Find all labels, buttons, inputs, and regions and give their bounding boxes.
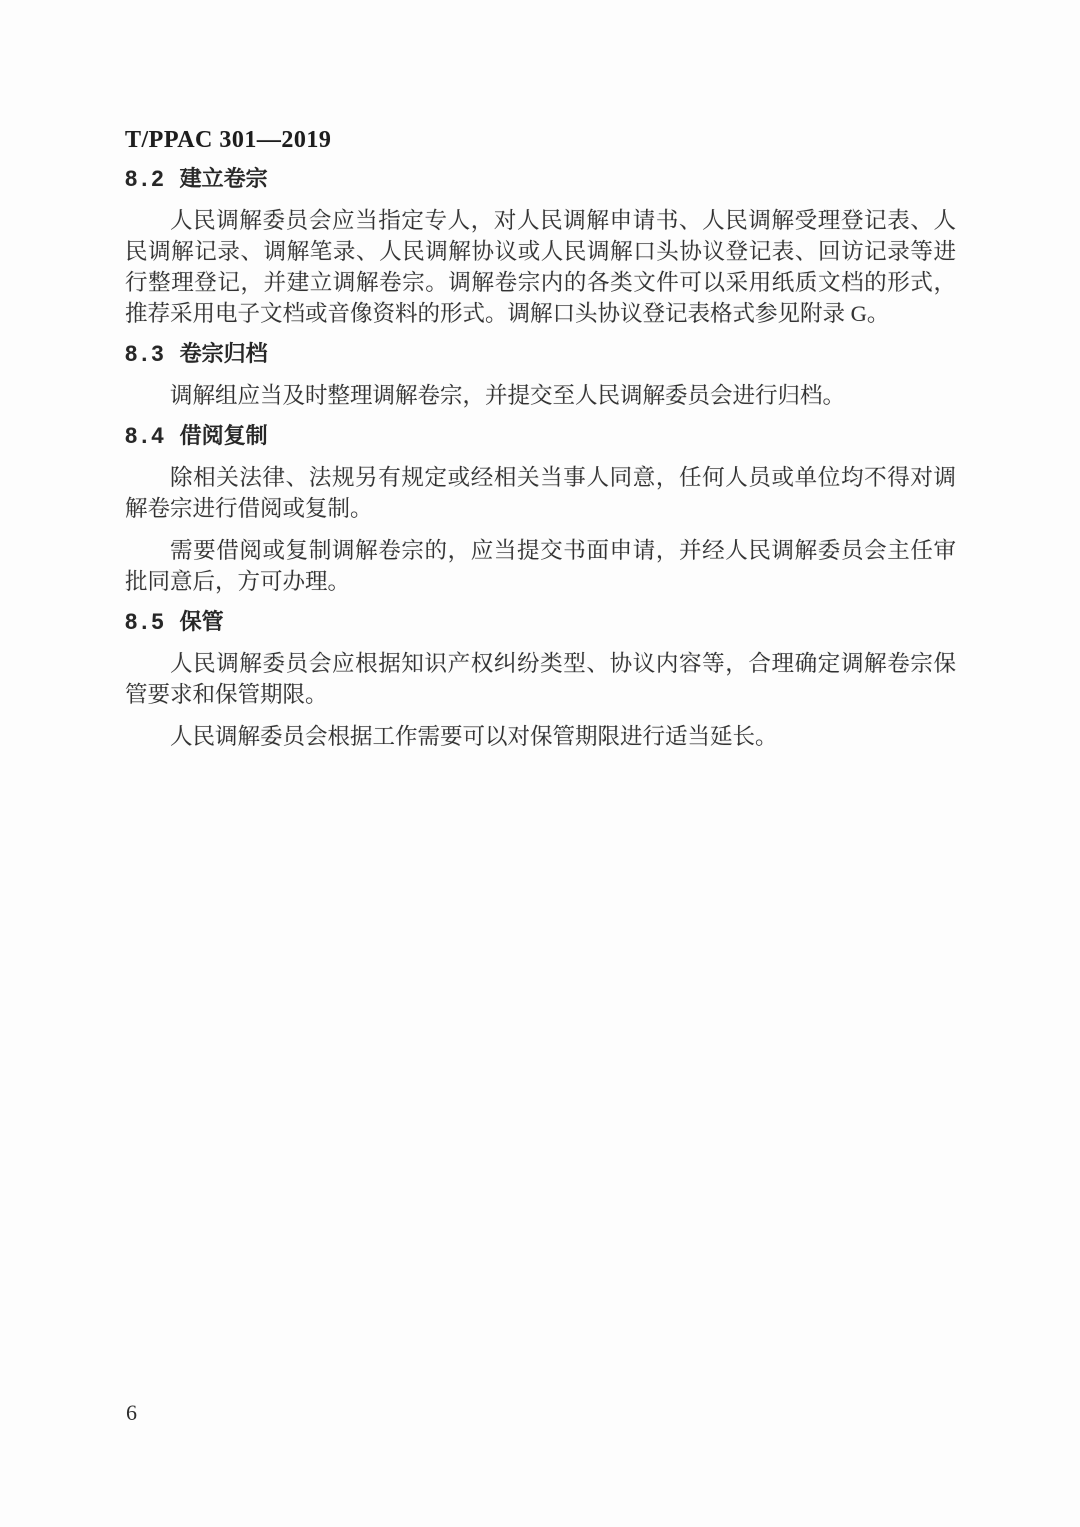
section-heading-8-2 <box>125 166 956 192</box>
section-8-4-paragraph-2: 需要借阅或复制调解卷宗的，应当提交书面申请，并经人民调解委员会主任审批同意后，方可办理。 <box>125 538 956 594</box>
section-8-5-paragraph-2: 人民调解委员会根据工作需要可以对保管期限进行适当延长。 <box>170 724 778 749</box>
section-8-2-paragraph-1: 人民调解委员会应当指定专人，对人民调解申请书、人民调解受理登记表、人民调解记录、调解笔录、人民调解协议或人民调解口头协议登记表、回访记录等进行整理登记，并建立调解卷宗。调解卷宗内的各类文件可以采用纸质文档的形式，推荐采用电子文档或音像资料的形式。调解口头协议登记表格式参见附录 G。 <box>125 208 956 326</box>
standard-code-header: T/PPAC 301—2019 <box>125 127 332 153</box>
section-number: 8.4 <box>125 423 168 448</box>
section-title: 卷宗归档 <box>179 341 268 366</box>
section-heading-8-3 <box>125 341 956 367</box>
page-number: 6 <box>126 1400 137 1425</box>
section-title: 借阅复制 <box>179 423 268 448</box>
section-number: 8.3 <box>125 341 168 366</box>
section-8-4-paragraph-1: 除相关法律、法规另有规定或经相关当事人同意，任何人员或单位均不得对调解卷宗进行借阅或复制。 <box>125 465 956 521</box>
section-heading-8-5 <box>125 609 956 635</box>
section-8-5-paragraph-1: 人民调解委员会应根据知识产权纠纷类型、协议内容等，合理确定调解卷宗保管要求和保管期限。 <box>125 651 956 707</box>
section-8-3-paragraph-1: 调解组应当及时整理调解卷宗，并提交至人民调解委员会进行归档。 <box>170 383 846 408</box>
section-heading-8-4 <box>125 423 956 449</box>
section-number: 8.2 <box>125 166 168 191</box>
section-title: 保管 <box>179 609 224 634</box>
section-title: 建立卷宗 <box>179 166 268 191</box>
page-content <box>125 126 956 763</box>
section-number: 8.5 <box>125 609 168 634</box>
